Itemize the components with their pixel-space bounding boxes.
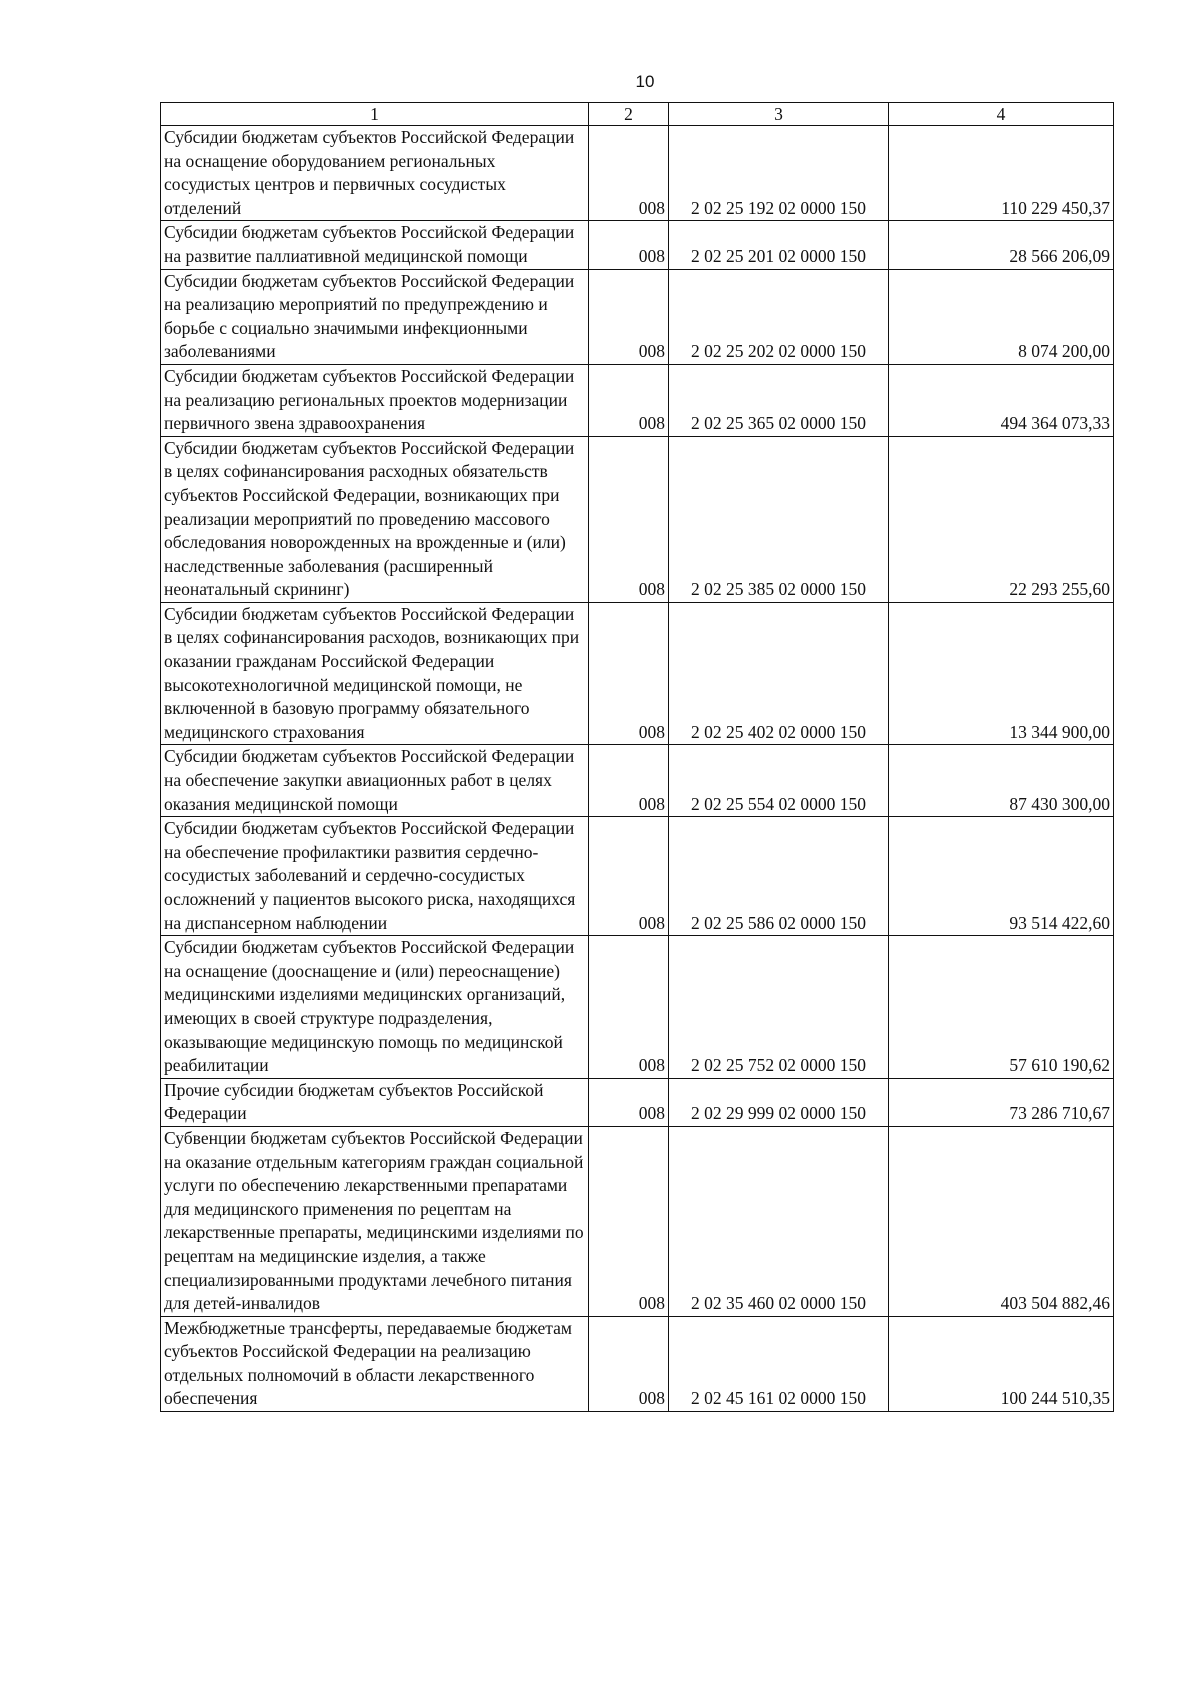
- column-header-4: 4: [889, 103, 1114, 126]
- row-description: Субсидии бюджетам субъектов Российской Федерации на обеспечение закупки авиационных работ в целях оказания медицинской помощи: [161, 745, 589, 817]
- table-row: [161, 1078, 1114, 1126]
- row-description: Субсидии бюджетам субъектов Российской Федерации в целях софинансирования расходных обязательств субъектов Российской Федерации, возникающих при реализации мероприятий по проведению массового обследования новорожденных на врожденные и (или) наследственные заболевания (расширенный неонатальный скрининг): [161, 436, 589, 602]
- row-budget-code: 2 02 25 402 02 0000 150: [669, 602, 889, 745]
- table-row: [161, 1126, 1114, 1316]
- row-admin-code: 008: [589, 745, 669, 817]
- row-budget-code: 2 02 25 385 02 0000 150: [669, 436, 889, 602]
- row-admin-code: 008: [589, 1316, 669, 1411]
- row-budget-code: 2 02 29 999 02 0000 150: [669, 1078, 889, 1126]
- row-budget-code: 2 02 25 201 02 0000 150: [669, 221, 889, 269]
- row-description: Субсидии бюджетам субъектов Российской Федерации в целях софинансирования расходов, возникающих при оказании гражданам Российской Федерации высокотехнологичной медицинской помощи, не включенной в базовую программу обязательного медицинского страхования: [161, 602, 589, 745]
- row-amount: 100 244 510,35: [889, 1316, 1114, 1411]
- row-budget-code: 2 02 25 202 02 0000 150: [669, 269, 889, 364]
- row-admin-code: 008: [589, 269, 669, 364]
- row-amount: 494 364 073,33: [889, 364, 1114, 436]
- row-admin-code: 008: [589, 602, 669, 745]
- row-description: Субсидии бюджетам субъектов Российской Федерации на оснащение оборудованием региональных сосудистых центров и первичных сосудистых отделений: [161, 126, 589, 221]
- table-row: [161, 602, 1114, 745]
- row-description: Субсидии бюджетам субъектов Российской Федерации на реализацию мероприятий по предупреждению и борьбе с социально значимыми инфекционными заболеваниями: [161, 269, 589, 364]
- row-amount: 13 344 900,00: [889, 602, 1114, 745]
- row-admin-code: 008: [589, 364, 669, 436]
- row-budget-code: 2 02 25 586 02 0000 150: [669, 817, 889, 936]
- row-budget-code: 2 02 25 752 02 0000 150: [669, 936, 889, 1079]
- row-description: Субвенции бюджетам субъектов Российской Федерации на оказание отдельным категориям граждан социальной услуги по обеспечению лекарственными препаратами для медицинского применения по рецептам на лекарственные препараты, медицинскими изделиями по рецептам на медицинские изделия, а также специализированными продуктами лечебного питания для детей-инвалидов: [161, 1126, 589, 1316]
- row-budget-code: 2 02 35 460 02 0000 150: [669, 1126, 889, 1316]
- table-row: [161, 364, 1114, 436]
- row-admin-code: 008: [589, 936, 669, 1079]
- row-budget-code: 2 02 25 192 02 0000 150: [669, 126, 889, 221]
- table-row: [161, 817, 1114, 936]
- row-amount: 8 074 200,00: [889, 269, 1114, 364]
- row-admin-code: 008: [589, 817, 669, 936]
- column-header-2: 2: [589, 103, 669, 126]
- row-description: Межбюджетные трансферты, передаваемые бюджетам субъектов Российской Федерации на реализацию отдельных полномочий в области лекарственного обеспечения: [161, 1316, 589, 1411]
- column-header-3: 3: [669, 103, 889, 126]
- row-amount: 28 566 206,09: [889, 221, 1114, 269]
- table-row: [161, 936, 1114, 1079]
- row-description: Субсидии бюджетам субъектов Российской Федерации на обеспечение профилактики развития сердечно-сосудистых заболеваний и сердечно-сосудистых осложнений у пациентов высокого риска, находящихся на диспансерном наблюдении: [161, 817, 589, 936]
- budget-table: [160, 102, 1114, 1412]
- table-header-row: [161, 103, 1114, 126]
- row-admin-code: 008: [589, 436, 669, 602]
- table-row: [161, 126, 1114, 221]
- table-row: [161, 269, 1114, 364]
- page-number: 10: [635, 72, 655, 91]
- row-admin-code: 008: [589, 221, 669, 269]
- row-budget-code: 2 02 25 365 02 0000 150: [669, 364, 889, 436]
- row-amount: 87 430 300,00: [889, 745, 1114, 817]
- table-row: [161, 745, 1114, 817]
- column-header-1: 1: [161, 103, 589, 126]
- row-budget-code: 2 02 45 161 02 0000 150: [669, 1316, 889, 1411]
- row-amount: 110 229 450,37: [889, 126, 1114, 221]
- row-amount: 73 286 710,67: [889, 1078, 1114, 1126]
- table-row: [161, 221, 1114, 269]
- row-admin-code: 008: [589, 1126, 669, 1316]
- row-amount: 57 610 190,62: [889, 936, 1114, 1079]
- row-description: Прочие субсидии бюджетам субъектов Российской Федерации: [161, 1078, 589, 1126]
- row-description: Субсидии бюджетам субъектов Российской Федерации на оснащение (дооснащение и (или) переоснащение) медицинскими изделиями медицинских организаций, имеющих в своей структуре подразделения, оказывающие медицинскую помощь по медицинской реабилитации: [161, 936, 589, 1079]
- row-amount: 22 293 255,60: [889, 436, 1114, 602]
- row-amount: 93 514 422,60: [889, 817, 1114, 936]
- row-description: Субсидии бюджетам субъектов Российской Федерации на реализацию региональных проектов модернизации первичного звена здравоохранения: [161, 364, 589, 436]
- table-row: [161, 1316, 1114, 1411]
- row-admin-code: 008: [589, 1078, 669, 1126]
- row-admin-code: 008: [589, 126, 669, 221]
- row-budget-code: 2 02 25 554 02 0000 150: [669, 745, 889, 817]
- table-row: [161, 436, 1114, 602]
- row-description: Субсидии бюджетам субъектов Российской Федерации на развитие паллиативной медицинской помощи: [161, 221, 589, 269]
- row-amount: 403 504 882,46: [889, 1126, 1114, 1316]
